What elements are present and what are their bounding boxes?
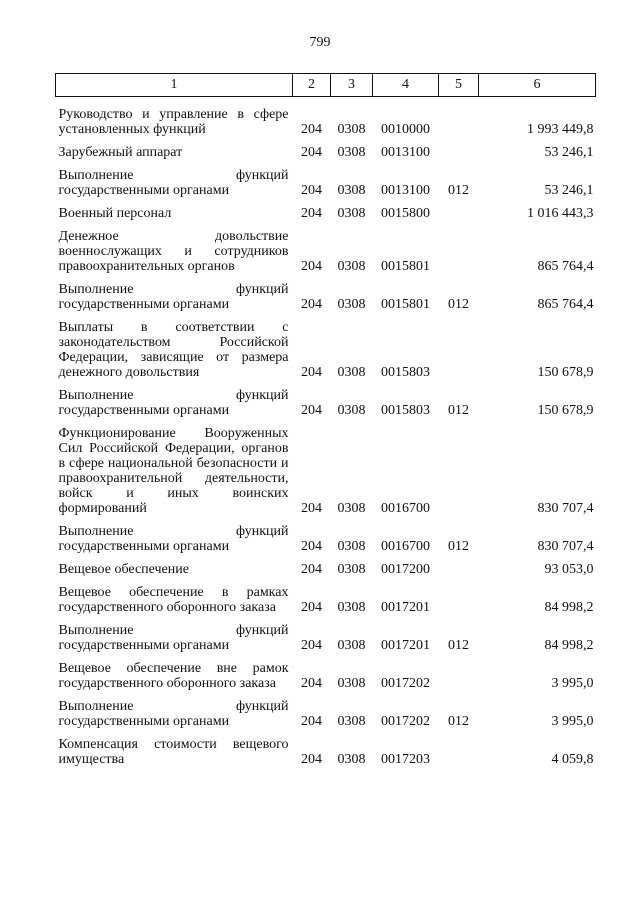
row-code-5: 012 <box>448 714 469 729</box>
row-code-2: 204 <box>301 365 322 380</box>
row-code-4: 0015801 <box>381 297 430 312</box>
row-code-5: 012 <box>448 638 469 653</box>
row-code-2: 204 <box>301 145 322 160</box>
row-code-5: 012 <box>448 403 469 418</box>
row-code-3: 0308 <box>337 206 366 221</box>
row-code-3: 0308 <box>337 365 366 380</box>
row-code-3: 0308 <box>337 600 366 615</box>
table-row <box>56 420 596 518</box>
row-amount: 3 995,0 <box>551 676 594 691</box>
row-amount: 3 995,0 <box>551 714 594 729</box>
row-amount: 84 998,2 <box>544 600 594 615</box>
row-code-3: 0308 <box>337 259 366 274</box>
table-row <box>56 223 596 276</box>
row-name: Выплаты в соответствии с законодательством Российской Федерации, зависящие от размера денежного довольствия <box>58 320 289 380</box>
row-code-4: 0017202 <box>381 676 430 691</box>
header-cell-4: 4 <box>373 74 439 97</box>
row-code-4: 0016700 <box>381 501 430 516</box>
table-row <box>56 139 596 162</box>
row-code-4: 0013100 <box>381 183 430 198</box>
row-code-5 <box>439 139 479 162</box>
row-code-2: 204 <box>301 752 322 767</box>
row-name: Вещевое обеспечение вне рамок государственного оборонного заказа <box>58 661 289 691</box>
row-code-5 <box>439 314 479 382</box>
header-cell-1: 1 <box>56 74 293 97</box>
row-code-2: 204 <box>301 297 322 312</box>
row-code-3: 0308 <box>337 403 366 418</box>
row-name: Выполнение функций государственными органами <box>58 623 289 653</box>
header-cell-6: 6 <box>479 74 596 97</box>
row-code-2: 204 <box>301 714 322 729</box>
row-name: Выполнение функций государственными органами <box>58 168 289 198</box>
row-code-4: 0017200 <box>381 562 430 577</box>
row-code-3: 0308 <box>337 183 366 198</box>
row-code-3: 0308 <box>337 562 366 577</box>
row-code-4: 0017203 <box>381 752 430 767</box>
row-code-3: 0308 <box>337 501 366 516</box>
row-name: Денежное довольствие военнослужащих и сотрудников правоохранительных органов <box>58 229 289 274</box>
row-amount: 830 707,4 <box>537 501 594 516</box>
row-code-3: 0308 <box>337 638 366 653</box>
row-code-2: 204 <box>301 539 322 554</box>
row-code-5 <box>439 556 479 579</box>
table-body <box>56 97 596 770</box>
table-row <box>56 556 596 579</box>
row-amount: 93 053,0 <box>544 562 594 577</box>
row-code-4: 0017201 <box>381 638 430 653</box>
row-code-5 <box>439 97 479 140</box>
row-name: Вещевое обеспечение <box>58 562 189 577</box>
row-amount: 830 707,4 <box>537 539 594 554</box>
table-row <box>56 693 596 731</box>
row-name: Выполнение функций государственными органами <box>58 524 289 554</box>
row-name: Выполнение функций государственными органами <box>58 699 289 729</box>
row-name: Вещевое обеспечение в рамках государственного оборонного заказа <box>58 585 289 615</box>
row-code-3: 0308 <box>337 752 366 767</box>
table-row <box>56 579 596 617</box>
budget-table <box>55 73 596 769</box>
row-code-4: 0015801 <box>381 259 430 274</box>
row-name: Выполнение функций государственными органами <box>58 282 289 312</box>
row-code-3: 0308 <box>337 714 366 729</box>
row-code-2: 204 <box>301 259 322 274</box>
table-row <box>56 276 596 314</box>
row-code-4: 0015800 <box>381 206 430 221</box>
row-code-2: 204 <box>301 638 322 653</box>
row-code-5: 012 <box>448 183 469 198</box>
row-code-4: 0015803 <box>381 365 430 380</box>
table-row <box>56 617 596 655</box>
row-amount: 150 678,9 <box>537 403 594 418</box>
row-code-4: 0016700 <box>381 539 430 554</box>
row-code-2: 204 <box>301 206 322 221</box>
row-code-4: 0010000 <box>381 122 430 137</box>
row-code-4: 0015803 <box>381 403 430 418</box>
row-code-3: 0308 <box>337 297 366 312</box>
table-row <box>56 200 596 223</box>
row-code-2: 204 <box>301 562 322 577</box>
row-code-4: 0017202 <box>381 714 430 729</box>
row-code-5 <box>439 200 479 223</box>
row-name: Выполнение функций государственными органами <box>58 388 289 418</box>
row-code-5: 012 <box>448 539 469 554</box>
header-cell-5: 5 <box>439 74 479 97</box>
table-row <box>56 518 596 556</box>
row-code-4: 0017201 <box>381 600 430 615</box>
row-amount: 84 998,2 <box>544 638 594 653</box>
row-code-3: 0308 <box>337 122 366 137</box>
row-amount: 1 016 443,3 <box>527 206 594 221</box>
row-code-3: 0308 <box>337 145 366 160</box>
row-name: Зарубежный аппарат <box>58 145 183 160</box>
row-code-4: 0013100 <box>381 145 430 160</box>
table-row <box>56 382 596 420</box>
row-code-5 <box>439 420 479 518</box>
row-amount: 4 059,8 <box>551 752 594 767</box>
row-amount: 53 246,1 <box>544 183 594 198</box>
header-row <box>56 74 596 97</box>
row-name: Функционирование Вооруженных Сил Российской Федерации, органов в сфере национальной безопасности и правоохранительной деятельности, войск и иных воинских формирований <box>58 426 289 516</box>
header-cell-2: 2 <box>293 74 331 97</box>
row-code-5 <box>439 655 479 693</box>
page-number: 799 <box>309 35 331 50</box>
table-row <box>56 97 596 140</box>
row-code-2: 204 <box>301 600 322 615</box>
row-code-5 <box>439 223 479 276</box>
row-amount: 150 678,9 <box>537 365 594 380</box>
header-cell-3: 3 <box>331 74 373 97</box>
row-amount: 1 993 449,8 <box>527 122 594 137</box>
row-code-2: 204 <box>301 403 322 418</box>
row-code-2: 204 <box>301 183 322 198</box>
row-code-5: 012 <box>448 297 469 312</box>
row-name: Компенсация стоимости вещевого имущества <box>58 737 289 767</box>
row-code-2: 204 <box>301 122 322 137</box>
table-row <box>56 655 596 693</box>
row-code-5 <box>439 731 479 769</box>
row-code-5 <box>439 579 479 617</box>
table-row <box>56 162 596 200</box>
row-name: Военный персонал <box>58 206 172 221</box>
row-code-2: 204 <box>301 676 322 691</box>
row-code-3: 0308 <box>337 539 366 554</box>
row-amount: 53 246,1 <box>544 145 594 160</box>
row-amount: 865 764,4 <box>537 297 594 312</box>
row-name: Руководство и управление в сфере установленных функций <box>58 107 289 137</box>
table-row <box>56 314 596 382</box>
row-code-3: 0308 <box>337 676 366 691</box>
table-row <box>56 731 596 769</box>
row-amount: 865 764,4 <box>537 259 594 274</box>
row-code-2: 204 <box>301 501 322 516</box>
